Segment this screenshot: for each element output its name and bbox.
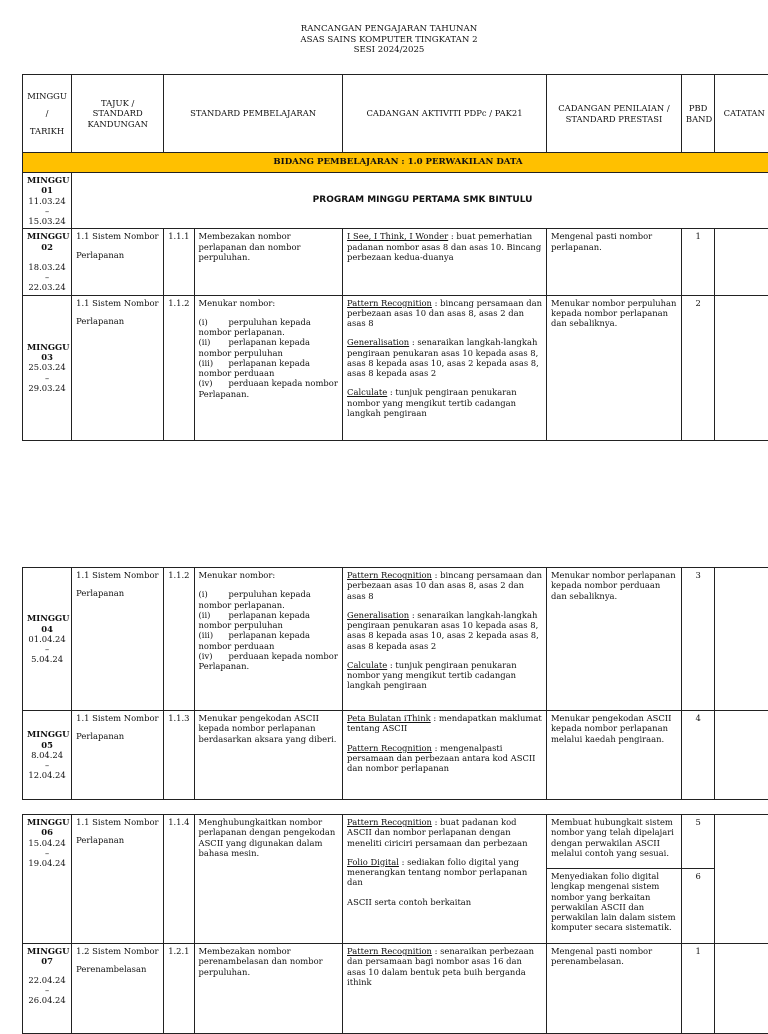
week-dash: – — [27, 272, 67, 282]
penilaian-cell: Membuat hubungkait sistem nombor yang telah dipelajari dengan perwakilan ASCII melalui contoh yang sesuai. — [546, 815, 681, 869]
sp-number: 1.1.2 — [164, 568, 194, 711]
week-label: MINGGU 04 — [27, 613, 67, 634]
aktiviti-cell — [343, 568, 547, 711]
week-start: 15.04.24 — [27, 838, 67, 848]
week-end: 22.03.24 — [27, 282, 67, 292]
sp-text: Membezakan nombor perenambelasan dan nombor perpuluhan. — [194, 944, 343, 1034]
aktiviti-cell — [343, 229, 547, 295]
catatan-cell — [715, 944, 768, 1034]
pbd-cell: 1 — [681, 944, 714, 1034]
penilaian-cell: Mengenal pasti nombor perenambelasan. — [546, 944, 681, 1034]
aktiviti-text: : senaraikan langkah-langkah pengiraan penukaran asas 10 kepada asas 8, asas 8 kepada asas 10, asas 2 kepada asas 8, asas 8 kepada asas 2 — [347, 337, 539, 378]
catatan-cell — [715, 568, 768, 711]
tajuk-cell — [72, 711, 164, 800]
aktiviti-method: Pattern Recognition — [347, 946, 432, 956]
tajuk-text: 1.2 Sistem Nombor — [76, 946, 159, 956]
tajuk-text: Perlapanan — [76, 731, 159, 741]
penilaian-cell: Menukar nombor perpuluhan kepada nombor perlapanan dan sebaliknya. — [547, 295, 682, 440]
catatan-cell — [715, 229, 768, 295]
pbd-cell: 2 — [681, 295, 714, 440]
week-end: 15.03.24 — [27, 216, 67, 226]
week-end: 26.04.24 — [27, 995, 67, 1005]
table-header-row — [23, 75, 768, 153]
aktiviti-text: : mendapatkan maklumat tentang ASCII — [347, 713, 542, 733]
col-header-aktiviti: CADANGAN AKTIVITI PDPc / PAK21 — [343, 75, 547, 153]
sp-number: 1.1.3 — [164, 711, 194, 800]
tajuk-cell — [72, 568, 164, 711]
catatan-cell — [715, 295, 768, 440]
col-header-sp: STANDARD PEMBELAJARAN — [164, 75, 343, 153]
sp-item: (i) perpuluhan kepada nombor perlapanan. — [199, 317, 339, 338]
table-row — [23, 711, 768, 800]
week-start: 11.03.24 — [27, 196, 67, 206]
plan-table-2 — [22, 567, 768, 800]
pbd-cell: 4 — [681, 711, 714, 800]
header-title: RANCANGAN PENGAJARAN TAHUNAN — [0, 24, 768, 35]
sp-item: (iv) perduaan kepada nombor Perlapanan. — [199, 378, 339, 399]
pbd-cell: 6 — [681, 869, 714, 944]
week-cell — [23, 711, 72, 800]
tajuk-text: Perlapanan — [76, 588, 159, 598]
sp-list-cell — [194, 568, 343, 711]
tajuk-text: 1.1 Sistem Nombor — [76, 298, 159, 308]
sp-text: Menghubungkaitkan nombor perlapanan dengan pengekodan ASCII yang digunakan dalam bahasa mesin. — [194, 815, 343, 944]
sp-number: 1.1.4 — [164, 815, 194, 944]
table-row — [23, 173, 768, 229]
aktiviti-text: : bincang persamaan dan perbezaan asas 10 dan asas 8, asas 2 dan asas 8 — [347, 298, 542, 329]
plan-table-3 — [22, 814, 768, 1034]
aktiviti-text: : tunjuk pengiraan penukaran nombor yang mengikut tertib cadangan langkah pengiraan — [347, 387, 517, 418]
penilaian-cell: Menukar pengekodan ASCII kepada nombor perlapanan melalui kaedah pengiraan. — [546, 711, 681, 800]
aktiviti-text: : bincang persamaan dan perbezaan asas 10 dan asas 8, asas 2 dan asas 8 — [347, 570, 542, 601]
week-cell — [23, 568, 72, 711]
sp-number: 1.2.1 — [164, 944, 194, 1034]
header-text: TARIKH — [27, 126, 67, 136]
tajuk-text: Perlapanan — [76, 835, 159, 845]
penilaian-cell: Mengenal pasti nombor perlapanan. — [547, 229, 682, 295]
week-label: MINGGU 07 — [27, 946, 67, 967]
pbd-cell: 1 — [681, 229, 714, 295]
sp-item: (ii) perlapanan kepada nombor perpuluhan — [199, 610, 339, 631]
table-row — [23, 295, 768, 440]
plan-table-1 — [22, 74, 768, 441]
header-text: / — [27, 108, 67, 118]
aktiviti-method: Pattern Recognition — [347, 817, 432, 827]
week-label: MINGGU 05 — [27, 729, 67, 750]
aktiviti-method: Calculate — [347, 387, 387, 397]
week-dash: – — [27, 206, 67, 216]
week-dash: – — [27, 760, 67, 770]
aktiviti-text: : senaraikan langkah-langkah pengiraan penukaran asas 10 kepada asas 8, asas 8 kepada asas 10, asas 2 kepada asas 8, asas 8 kepada asas 2 — [347, 610, 539, 651]
aktiviti-text: : tunjuk pengiraan penukaran nombor yang mengikut tertib cadangan langkah pengiraan — [347, 660, 517, 691]
week-start: 01.04.24 — [27, 634, 67, 644]
tajuk-cell — [72, 229, 164, 295]
sp-item: (iii) perlapanan kepada nombor perduaan — [199, 630, 339, 651]
table-row — [23, 815, 768, 869]
tajuk-text: Perenambelasan — [76, 964, 159, 974]
col-header-pbd: PBD BAND — [681, 75, 714, 153]
week-cell — [23, 295, 72, 440]
aktiviti-method: Generalisation — [347, 610, 409, 620]
aktiviti-cell — [343, 815, 547, 944]
tajuk-cell — [72, 944, 164, 1034]
week-label: MINGGU 03 — [27, 342, 67, 363]
aktiviti-method: Folio Digital — [347, 857, 399, 867]
aktiviti-text: : sediakan folio digital yang menerangkan tentang nombor perlapanan dan — [347, 857, 527, 888]
aktiviti-method: Peta Bulatan iThink — [347, 713, 431, 723]
tajuk-text: 1.1 Sistem Nombor — [76, 817, 159, 827]
sp-head: Menukar nombor: — [199, 570, 339, 580]
header-session: SESI 2024/2025 — [0, 45, 768, 56]
table-row — [23, 944, 768, 1034]
aktiviti-text: ASCII serta contoh berkaitan — [347, 897, 542, 907]
aktiviti-text: : buat pemerhatian padanan nombor asas 8 dan asas 10. Bincang perbezaan kedua-duanya — [347, 231, 541, 262]
week-dash: – — [27, 644, 67, 654]
aktiviti-cell — [343, 944, 547, 1034]
catatan-cell — [715, 815, 768, 944]
week-dash: – — [27, 373, 67, 383]
aktiviti-cell — [343, 711, 547, 800]
aktiviti-cell — [343, 295, 547, 440]
sp-item: (iii) perlapanan kepada nombor perduaan — [199, 358, 339, 379]
table-row — [23, 229, 768, 295]
header-subject: ASAS SAINS KOMPUTER TINGKATAN 2 — [0, 35, 768, 46]
sp-list-cell — [194, 295, 343, 440]
tajuk-text: Perlapanan — [76, 316, 159, 326]
program-text: PROGRAM MINGGU PERTAMA SMK BINTULU — [72, 173, 768, 229]
tajuk-cell — [72, 815, 164, 944]
week-end: 12.04.24 — [27, 770, 67, 780]
catatan-cell — [715, 711, 768, 800]
penilaian-cell: Menyediakan folio digital lengkap mengenai sistem nombor yang berkaitan perwakilan ASCII dan perwakilan lain dalam sistem komputer secara sistematik. — [546, 869, 681, 944]
week-end: 19.04.24 — [27, 858, 67, 868]
sp-item: (i) perpuluhan kepada nombor perlapanan. — [199, 589, 339, 610]
aktiviti-method: Pattern Recognition — [347, 570, 432, 580]
aktiviti-method: I See, I Think, I Wonder — [347, 231, 448, 241]
tajuk-text: 1.1 Sistem Nombor — [76, 713, 159, 723]
tajuk-text: Perlapanan — [76, 250, 159, 260]
header-text: MINGGU — [27, 91, 67, 101]
col-header-penilaian: CADANGAN PENILAIAN / STANDARD PRESTASI — [547, 75, 682, 153]
week-cell — [23, 815, 72, 944]
tajuk-text: 1.1 Sistem Nombor — [76, 231, 159, 241]
week-start: 18.03.24 — [27, 262, 67, 272]
aktiviti-method: Pattern Recognition — [347, 743, 432, 753]
aktiviti-text: : buat padanan kod ASCII dan nombor perlapanan dengan meneliti ciriciri persamaan dan perbezaan — [347, 817, 528, 848]
week-label: MINGGU 01 — [27, 175, 67, 196]
col-header-minggu — [23, 75, 72, 153]
aktiviti-text: : mengenalpasti persamaan dan perbezaan antara kod ASCII dan nombor perlapanan — [347, 743, 535, 774]
week-cell — [23, 229, 72, 295]
col-header-catatan: CATATAN — [715, 75, 768, 153]
tajuk-text: 1.1 Sistem Nombor — [76, 570, 159, 580]
week-label: MINGGU 02 — [27, 231, 67, 252]
document-header — [0, 24, 768, 56]
table-row — [23, 568, 768, 711]
sp-number: 1.1.1 — [164, 229, 194, 295]
week-cell — [23, 173, 72, 229]
week-start: 22.04.24 — [27, 975, 67, 985]
sp-text: Membezakan nombor perlapanan dan nombor perpuluhan. — [194, 229, 343, 295]
sp-number: 1.1.2 — [164, 295, 194, 440]
week-end: 5.04.24 — [27, 654, 67, 664]
aktiviti-method: Generalisation — [347, 337, 409, 347]
sp-item: (ii) perlapanan kepada nombor perpuluhan — [199, 337, 339, 358]
aktiviti-method: Calculate — [347, 660, 387, 670]
bidang-banner: BIDANG PEMBELAJARAN : 1.0 PERWAKILAN DATA — [23, 153, 768, 173]
sp-text: Menukar pengekodan ASCII kepada nombor perlapanan berdasarkan aksara yang diberi. — [194, 711, 343, 800]
week-start: 8.04.24 — [27, 750, 67, 760]
aktiviti-method: Pattern Recognition — [347, 298, 432, 308]
week-label: MINGGU 06 — [27, 817, 67, 838]
sp-item: (iv) perduaan kepada nombor Perlapanan. — [199, 651, 339, 672]
col-header-tajuk: TAJUK / STANDARD KANDUNGAN — [72, 75, 164, 153]
week-cell — [23, 944, 72, 1034]
week-end: 29.03.24 — [27, 383, 67, 393]
week-dash: – — [27, 848, 67, 858]
bidang-row — [23, 153, 768, 173]
pbd-cell: 5 — [681, 815, 714, 869]
week-dash: – — [27, 985, 67, 995]
aktiviti-text: : senaraikan perbezaan dan persamaan bagi nombor asas 16 dan asas 10 dalam bentuk peta buih berganda ithink — [347, 946, 534, 987]
sp-head: Menukar nombor: — [199, 298, 339, 308]
week-start: 25.03.24 — [27, 362, 67, 372]
tajuk-cell — [72, 295, 164, 440]
penilaian-cell: Menukar nombor perlapanan kepada nombor perduaan dan sebaliknya. — [546, 568, 681, 711]
pbd-cell: 3 — [681, 568, 714, 711]
